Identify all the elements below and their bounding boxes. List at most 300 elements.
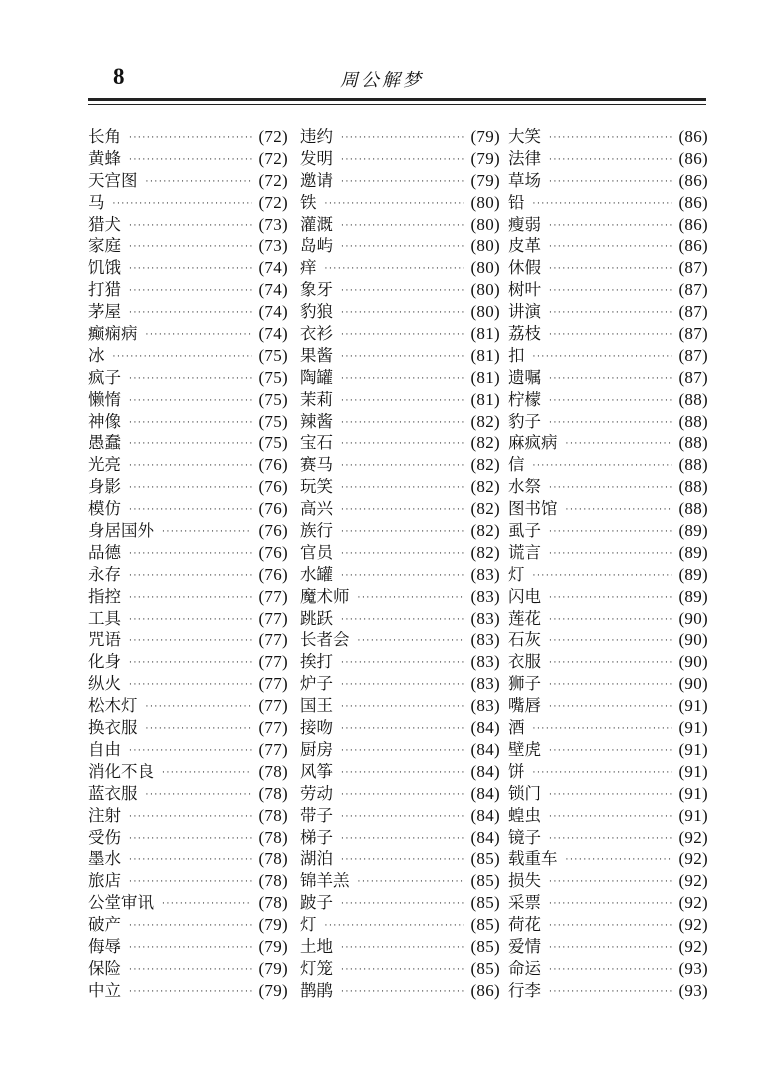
leader-dots bbox=[341, 478, 464, 500]
leader-dots bbox=[341, 719, 464, 741]
index-entry bbox=[508, 892, 708, 914]
entry-page-ref: (84) bbox=[470, 761, 500, 781]
leader-dots bbox=[162, 894, 252, 916]
leader-dots bbox=[341, 434, 464, 456]
leader-dots bbox=[341, 456, 464, 478]
leader-dots bbox=[129, 237, 252, 259]
index-entry bbox=[508, 542, 708, 564]
index-entry bbox=[300, 958, 500, 980]
entry-page-ref: (86) bbox=[678, 148, 708, 168]
index-entry bbox=[300, 520, 500, 542]
entry-page-ref: (73) bbox=[258, 236, 288, 256]
index-entry bbox=[88, 301, 288, 323]
index-entry bbox=[508, 936, 708, 958]
index-entry bbox=[508, 323, 708, 345]
index-entry bbox=[88, 805, 288, 827]
entry-term: 锁门 bbox=[508, 783, 541, 803]
entry-term: 灯 bbox=[300, 915, 317, 935]
leader-dots bbox=[325, 194, 465, 216]
entry-term: 痒 bbox=[300, 258, 317, 278]
leader-dots bbox=[341, 281, 464, 303]
leader-dots bbox=[549, 982, 672, 1004]
entry-page-ref: (76) bbox=[258, 455, 288, 475]
leader-dots bbox=[129, 544, 252, 566]
index-entry bbox=[508, 651, 708, 673]
entry-page-ref: (89) bbox=[678, 521, 708, 541]
entry-term: 玩笑 bbox=[300, 477, 333, 497]
index-entry bbox=[300, 454, 500, 476]
entry-page-ref: (82) bbox=[470, 477, 500, 497]
entry-term: 化身 bbox=[88, 652, 121, 672]
entry-page-ref: (86) bbox=[470, 980, 500, 1000]
entry-page-ref: (89) bbox=[678, 542, 708, 562]
entry-page-ref: (92) bbox=[678, 871, 708, 891]
index-entry bbox=[300, 717, 500, 739]
entry-page-ref: (90) bbox=[678, 674, 708, 694]
index-entry bbox=[300, 542, 500, 564]
index-entry bbox=[508, 586, 708, 608]
leader-dots bbox=[566, 434, 673, 456]
entry-term: 铁 bbox=[300, 192, 317, 212]
index-entry bbox=[508, 870, 708, 892]
index-entry bbox=[300, 170, 500, 192]
index-entry bbox=[300, 476, 500, 498]
leader-dots bbox=[129, 281, 252, 303]
leader-dots bbox=[341, 697, 464, 719]
leader-dots bbox=[549, 391, 672, 413]
entry-page-ref: (85) bbox=[470, 849, 500, 869]
leader-dots bbox=[341, 938, 464, 960]
index-entry bbox=[88, 432, 288, 454]
leader-dots bbox=[129, 916, 252, 938]
entry-page-ref: (75) bbox=[258, 433, 288, 453]
index-entry bbox=[88, 257, 288, 279]
entry-term: 猎犬 bbox=[88, 214, 121, 234]
index-entry bbox=[300, 126, 500, 148]
index-entry bbox=[508, 761, 708, 783]
entry-term: 保险 bbox=[88, 958, 121, 978]
entry-page-ref: (93) bbox=[678, 958, 708, 978]
entry-page-ref: (81) bbox=[470, 324, 500, 344]
leader-dots bbox=[129, 872, 252, 894]
entry-page-ref: (88) bbox=[678, 411, 708, 431]
entry-page-ref: (77) bbox=[258, 652, 288, 672]
entry-page-ref: (78) bbox=[258, 871, 288, 891]
leader-dots bbox=[549, 829, 672, 851]
entry-page-ref: (76) bbox=[258, 477, 288, 497]
entry-page-ref: (78) bbox=[258, 827, 288, 847]
entry-term: 图书馆 bbox=[508, 499, 558, 519]
entry-page-ref: (75) bbox=[258, 389, 288, 409]
entry-term: 懒惰 bbox=[88, 389, 121, 409]
leader-dots bbox=[113, 347, 253, 369]
entry-term: 信 bbox=[508, 455, 525, 475]
entry-term: 岛屿 bbox=[300, 236, 333, 256]
leader-dots bbox=[146, 172, 253, 194]
entry-term: 行李 bbox=[508, 980, 541, 1000]
entry-term: 石灰 bbox=[508, 630, 541, 650]
leader-dots bbox=[146, 719, 253, 741]
leader-dots bbox=[129, 653, 252, 675]
entry-term: 闪电 bbox=[508, 586, 541, 606]
entry-term: 劳动 bbox=[300, 783, 333, 803]
entry-page-ref: (74) bbox=[258, 280, 288, 300]
entry-page-ref: (78) bbox=[258, 805, 288, 825]
entry-page-ref: (74) bbox=[258, 258, 288, 278]
index-entry bbox=[508, 235, 708, 257]
leader-dots bbox=[129, 128, 252, 150]
entry-page-ref: (89) bbox=[678, 586, 708, 606]
leader-dots bbox=[341, 741, 464, 763]
entry-term: 辣酱 bbox=[300, 411, 333, 431]
entry-term: 命运 bbox=[508, 958, 541, 978]
index-entry bbox=[508, 498, 708, 520]
entry-term: 宝石 bbox=[300, 433, 333, 453]
entry-page-ref: (85) bbox=[470, 871, 500, 891]
index-entry bbox=[300, 345, 500, 367]
entry-term: 灯笼 bbox=[300, 958, 333, 978]
leader-dots bbox=[341, 566, 464, 588]
entry-page-ref: (90) bbox=[678, 652, 708, 672]
leader-dots bbox=[566, 500, 673, 522]
index-entry bbox=[300, 914, 500, 936]
index-entry bbox=[300, 936, 500, 958]
entry-page-ref: (91) bbox=[678, 783, 708, 803]
entry-term: 大笑 bbox=[508, 127, 541, 146]
entry-term: 挨打 bbox=[300, 652, 333, 672]
index-entry bbox=[300, 411, 500, 433]
entry-term: 树叶 bbox=[508, 280, 541, 300]
leader-dots bbox=[566, 850, 673, 872]
leader-dots bbox=[129, 588, 252, 610]
leader-dots bbox=[129, 259, 252, 281]
leader-dots bbox=[341, 500, 464, 522]
entry-term: 法律 bbox=[508, 148, 541, 168]
entry-term: 赛马 bbox=[300, 455, 333, 475]
entry-page-ref: (78) bbox=[258, 893, 288, 913]
leader-dots bbox=[549, 675, 672, 697]
leader-dots bbox=[129, 675, 252, 697]
entry-page-ref: (83) bbox=[470, 696, 500, 716]
leader-dots bbox=[533, 763, 673, 785]
entry-term: 豹狼 bbox=[300, 302, 333, 322]
entry-term: 豹子 bbox=[508, 411, 541, 431]
index-entry bbox=[300, 629, 500, 651]
entry-term: 水祭 bbox=[508, 477, 541, 497]
entry-page-ref: (79) bbox=[470, 148, 500, 168]
entry-term: 公堂审讯 bbox=[88, 893, 154, 913]
leader-dots bbox=[129, 434, 252, 456]
leader-dots bbox=[325, 259, 465, 281]
entry-page-ref: (81) bbox=[470, 389, 500, 409]
entry-page-ref: (93) bbox=[678, 980, 708, 1000]
index-entry bbox=[300, 739, 500, 761]
index-entry bbox=[88, 739, 288, 761]
leader-dots bbox=[341, 960, 464, 982]
entry-term: 黄蜂 bbox=[88, 148, 121, 168]
index-entry bbox=[88, 411, 288, 433]
index-entry bbox=[88, 673, 288, 695]
index-entry bbox=[88, 827, 288, 849]
entry-term: 接吻 bbox=[300, 718, 333, 738]
entry-term: 高兴 bbox=[300, 499, 333, 519]
entry-term: 注射 bbox=[88, 805, 121, 825]
entry-term: 瘦弱 bbox=[508, 214, 541, 234]
index-entry bbox=[300, 323, 500, 345]
index-entry bbox=[508, 564, 708, 586]
entry-term: 神像 bbox=[88, 411, 121, 431]
entry-page-ref: (88) bbox=[678, 455, 708, 475]
entry-term: 风筝 bbox=[300, 761, 333, 781]
entry-term: 身居国外 bbox=[88, 521, 154, 541]
leader-dots bbox=[162, 763, 252, 785]
leader-dots bbox=[129, 303, 252, 325]
index-entry bbox=[300, 892, 500, 914]
entry-term: 谎言 bbox=[508, 542, 541, 562]
leader-dots bbox=[549, 303, 672, 325]
leader-dots bbox=[533, 719, 673, 741]
leader-dots bbox=[549, 369, 672, 391]
entry-page-ref: (82) bbox=[470, 499, 500, 519]
leader-dots bbox=[358, 872, 465, 894]
leader-dots bbox=[146, 785, 253, 807]
leader-dots bbox=[162, 522, 252, 544]
entry-page-ref: (72) bbox=[258, 127, 288, 146]
entry-term: 蝗虫 bbox=[508, 805, 541, 825]
index-entry bbox=[508, 126, 708, 148]
entry-page-ref: (77) bbox=[258, 674, 288, 694]
leader-dots bbox=[341, 347, 464, 369]
entry-page-ref: (86) bbox=[678, 214, 708, 234]
entry-term: 莲花 bbox=[508, 608, 541, 628]
entry-page-ref: (75) bbox=[258, 367, 288, 387]
entry-term: 邀请 bbox=[300, 170, 333, 190]
index-entry bbox=[300, 564, 500, 586]
entry-term: 光亮 bbox=[88, 455, 121, 475]
leader-dots bbox=[129, 741, 252, 763]
entry-term: 冰 bbox=[88, 345, 105, 365]
entry-page-ref: (92) bbox=[678, 827, 708, 847]
entry-term: 带子 bbox=[300, 805, 333, 825]
entry-term: 违约 bbox=[300, 127, 333, 146]
index-entry bbox=[300, 848, 500, 870]
leader-dots bbox=[549, 916, 672, 938]
index-entry bbox=[300, 498, 500, 520]
index-entry bbox=[88, 476, 288, 498]
entry-term: 遗嘱 bbox=[508, 367, 541, 387]
entry-page-ref: (88) bbox=[678, 433, 708, 453]
leader-dots bbox=[129, 807, 252, 829]
index-entry bbox=[508, 411, 708, 433]
entry-term: 长者会 bbox=[300, 630, 350, 650]
entry-page-ref: (83) bbox=[470, 652, 500, 672]
entry-page-ref: (86) bbox=[678, 236, 708, 256]
index-entry bbox=[88, 717, 288, 739]
entry-page-ref: (87) bbox=[678, 367, 708, 387]
leader-dots bbox=[129, 631, 252, 653]
entry-term: 换衣服 bbox=[88, 718, 138, 738]
leader-dots bbox=[341, 850, 464, 872]
index-entry bbox=[508, 389, 708, 411]
index-entry bbox=[508, 301, 708, 323]
entry-page-ref: (80) bbox=[470, 214, 500, 234]
entry-page-ref: (92) bbox=[678, 849, 708, 869]
index-entry bbox=[508, 476, 708, 498]
entry-page-ref: (73) bbox=[258, 214, 288, 234]
entry-term: 消化不良 bbox=[88, 761, 154, 781]
entry-page-ref: (82) bbox=[470, 455, 500, 475]
entry-term: 跛子 bbox=[300, 893, 333, 913]
leader-dots bbox=[129, 478, 252, 500]
index-entry bbox=[508, 958, 708, 980]
leader-dots bbox=[129, 850, 252, 872]
entry-term: 自由 bbox=[88, 739, 121, 759]
leader-dots bbox=[129, 391, 252, 413]
entry-term: 铅 bbox=[508, 192, 525, 212]
leader-dots bbox=[341, 216, 464, 238]
entry-page-ref: (87) bbox=[678, 324, 708, 344]
entry-page-ref: (92) bbox=[678, 936, 708, 956]
leader-dots bbox=[549, 653, 672, 675]
entry-page-ref: (75) bbox=[258, 345, 288, 365]
entry-term: 果酱 bbox=[300, 345, 333, 365]
leader-dots bbox=[341, 982, 464, 1004]
leader-dots bbox=[341, 172, 464, 194]
index-entry bbox=[508, 805, 708, 827]
entry-page-ref: (82) bbox=[470, 521, 500, 541]
leader-dots bbox=[549, 128, 672, 150]
leader-dots bbox=[129, 150, 252, 172]
entry-page-ref: (91) bbox=[678, 761, 708, 781]
entry-page-ref: (89) bbox=[678, 564, 708, 584]
entry-page-ref: (76) bbox=[258, 499, 288, 519]
leader-dots bbox=[341, 544, 464, 566]
entry-term: 家庭 bbox=[88, 236, 121, 256]
leader-dots bbox=[533, 194, 673, 216]
leader-dots bbox=[341, 675, 464, 697]
entry-term: 镜子 bbox=[508, 827, 541, 847]
leader-dots bbox=[341, 413, 464, 435]
leader-dots bbox=[341, 522, 464, 544]
entry-page-ref: (92) bbox=[678, 915, 708, 935]
index-entry bbox=[508, 432, 708, 454]
entry-term: 炉子 bbox=[300, 674, 333, 694]
index-entry bbox=[88, 148, 288, 170]
leader-dots bbox=[549, 325, 672, 347]
index-entry bbox=[88, 323, 288, 345]
index-entry bbox=[508, 848, 708, 870]
index-entry bbox=[508, 717, 708, 739]
entry-page-ref: (84) bbox=[470, 739, 500, 759]
index-entry bbox=[300, 805, 500, 827]
entry-term: 爱情 bbox=[508, 936, 541, 956]
entry-page-ref: (84) bbox=[470, 783, 500, 803]
entry-term: 嘴唇 bbox=[508, 696, 541, 716]
entry-term: 损失 bbox=[508, 871, 541, 891]
entry-term: 族行 bbox=[300, 521, 333, 541]
leader-dots bbox=[341, 763, 464, 785]
entry-term: 纵火 bbox=[88, 674, 121, 694]
index-entry bbox=[88, 170, 288, 192]
entry-term: 愚蠢 bbox=[88, 433, 121, 453]
leader-dots bbox=[549, 785, 672, 807]
entry-term: 跳跃 bbox=[300, 608, 333, 628]
entry-term: 休假 bbox=[508, 258, 541, 278]
index-entry bbox=[88, 848, 288, 870]
leader-dots bbox=[341, 829, 464, 851]
leader-dots bbox=[549, 259, 672, 281]
leader-dots bbox=[549, 741, 672, 763]
entry-page-ref: (83) bbox=[470, 608, 500, 628]
index-entry bbox=[508, 345, 708, 367]
entry-page-ref: (76) bbox=[258, 521, 288, 541]
leader-dots bbox=[549, 588, 672, 610]
index-entry bbox=[508, 214, 708, 236]
entry-term: 咒语 bbox=[88, 630, 121, 650]
leader-dots bbox=[549, 281, 672, 303]
entry-term: 灯 bbox=[508, 564, 525, 584]
leader-dots bbox=[533, 456, 673, 478]
entry-term: 疯子 bbox=[88, 367, 121, 387]
entry-page-ref: (85) bbox=[470, 958, 500, 978]
index-entry bbox=[508, 980, 708, 1002]
entry-page-ref: (87) bbox=[678, 345, 708, 365]
entry-page-ref: (80) bbox=[470, 280, 500, 300]
leader-dots bbox=[341, 369, 464, 391]
index-entry bbox=[88, 695, 288, 717]
leader-dots bbox=[549, 960, 672, 982]
entry-page-ref: (81) bbox=[470, 367, 500, 387]
entry-term: 茅屋 bbox=[88, 302, 121, 322]
entry-page-ref: (87) bbox=[678, 302, 708, 322]
index-column-1 bbox=[88, 126, 288, 1002]
leader-dots bbox=[549, 478, 672, 500]
entry-page-ref: (77) bbox=[258, 718, 288, 738]
index-entry bbox=[508, 279, 708, 301]
leader-dots bbox=[341, 391, 464, 413]
entry-page-ref: (83) bbox=[470, 586, 500, 606]
entry-term: 狮子 bbox=[508, 674, 541, 694]
index-entry bbox=[88, 936, 288, 958]
index-entry bbox=[88, 192, 288, 214]
index-entry bbox=[300, 651, 500, 673]
entry-term: 皮革 bbox=[508, 236, 541, 256]
index-column-2 bbox=[300, 126, 500, 1002]
index-column-3 bbox=[508, 126, 708, 1002]
leader-dots bbox=[549, 413, 672, 435]
entry-term: 壁虎 bbox=[508, 739, 541, 759]
entry-term: 虱子 bbox=[508, 521, 541, 541]
index-entry bbox=[88, 783, 288, 805]
index-entry bbox=[88, 870, 288, 892]
index-entry bbox=[300, 870, 500, 892]
entry-term: 国王 bbox=[300, 696, 333, 716]
entry-term: 讲演 bbox=[508, 302, 541, 322]
index-entry bbox=[508, 148, 708, 170]
index-entry bbox=[508, 914, 708, 936]
entry-term: 官员 bbox=[300, 542, 333, 562]
entry-page-ref: (88) bbox=[678, 499, 708, 519]
entry-page-ref: (83) bbox=[470, 674, 500, 694]
index-entry bbox=[88, 914, 288, 936]
entry-term: 蓝衣服 bbox=[88, 783, 138, 803]
leader-dots bbox=[549, 872, 672, 894]
leader-dots bbox=[533, 566, 673, 588]
index-entry bbox=[88, 454, 288, 476]
entry-page-ref: (86) bbox=[678, 170, 708, 190]
entry-term: 茉莉 bbox=[300, 389, 333, 409]
page-number: 8 bbox=[113, 64, 125, 89]
